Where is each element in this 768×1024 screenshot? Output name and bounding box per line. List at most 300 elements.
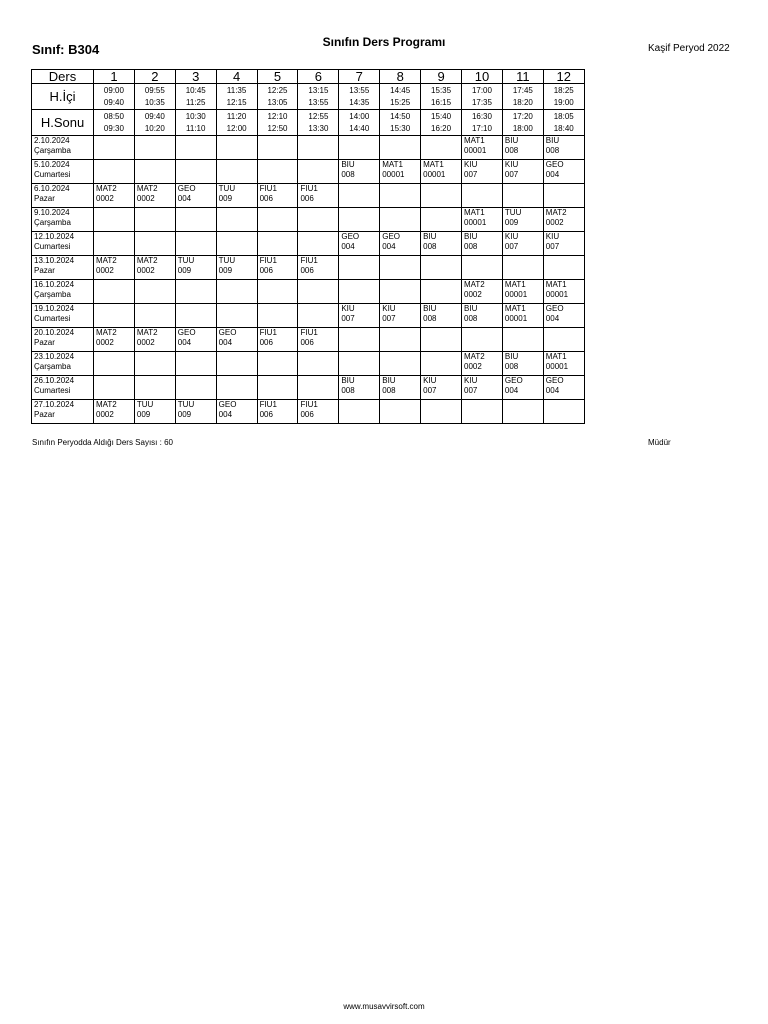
course-code <box>137 352 175 362</box>
teacher-code <box>423 266 461 276</box>
teacher-code: 006 <box>259 194 273 203</box>
teacher-code <box>178 362 216 372</box>
course-code <box>505 400 543 410</box>
course-code: MAT2 <box>464 352 485 361</box>
course-code <box>382 328 420 338</box>
teacher-code <box>137 218 175 228</box>
period-number: 5 <box>257 70 298 84</box>
course-code: GEO <box>218 328 237 337</box>
teacher-code <box>300 362 338 372</box>
teacher-code: 00001 <box>464 146 487 155</box>
start-time: 17:45 <box>512 85 533 95</box>
date: 13.10.2024 <box>34 256 75 265</box>
course-code <box>96 232 134 242</box>
course-code <box>260 160 298 170</box>
teacher-code: 0002 <box>96 266 114 275</box>
day-row <box>32 376 585 400</box>
teacher-code: 007 <box>382 314 396 323</box>
lesson-cell <box>502 184 543 208</box>
teacher-code <box>137 290 175 300</box>
period-number: 7 <box>339 70 380 84</box>
day-row <box>32 208 585 232</box>
date: 9.10.2024 <box>34 208 70 217</box>
teacher-code <box>464 194 502 204</box>
course-code <box>546 328 584 338</box>
course-code: TUU <box>504 208 522 217</box>
course-code <box>464 184 502 194</box>
course-code <box>178 280 216 290</box>
teacher-code <box>260 290 298 300</box>
course-code <box>341 136 379 146</box>
lesson-cell <box>257 376 298 400</box>
lesson-cell <box>339 160 380 184</box>
course-code <box>546 184 584 194</box>
lesson-cell <box>216 160 257 184</box>
teacher-code <box>382 266 420 276</box>
start-time: 17:20 <box>512 111 533 121</box>
lesson-cell <box>380 256 421 280</box>
teacher-code <box>464 266 502 276</box>
lesson-cell <box>380 232 421 256</box>
lesson-cell <box>175 280 216 304</box>
weekend-time-cell <box>175 110 216 136</box>
course-code: GEO <box>545 376 564 385</box>
teacher-code <box>423 338 461 348</box>
teacher-code <box>137 242 175 252</box>
teacher-code <box>219 362 257 372</box>
lesson-cell <box>94 400 135 424</box>
lesson-cell <box>339 208 380 232</box>
teacher-code <box>96 170 134 180</box>
lesson-cell <box>298 400 339 424</box>
day-cell <box>32 400 94 424</box>
lesson-cell <box>257 184 298 208</box>
teacher-code <box>423 410 461 420</box>
lesson-cell <box>94 256 135 280</box>
weekday-name: Cumartesi <box>34 170 71 179</box>
date: 5.10.2024 <box>34 160 70 169</box>
teacher-code <box>546 410 584 420</box>
day-cell <box>32 184 94 208</box>
lesson-cell <box>175 232 216 256</box>
teacher-code <box>137 146 175 156</box>
course-code <box>423 208 461 218</box>
teacher-code: 008 <box>504 146 519 155</box>
weekday-name: Çarşamba <box>34 146 71 155</box>
lesson-cell <box>502 256 543 280</box>
course-code <box>300 280 338 290</box>
start-time: 09:00 <box>103 85 124 95</box>
lesson-cell <box>339 232 380 256</box>
principal-label: Müdür <box>648 438 671 447</box>
lesson-cell <box>421 256 462 280</box>
lesson-cell <box>257 304 298 328</box>
lesson-cell <box>94 160 135 184</box>
lesson-cell <box>502 352 543 376</box>
course-code: BIU <box>423 304 437 313</box>
teacher-code <box>219 242 257 252</box>
course-code: GEO <box>341 232 360 241</box>
course-code: BIU <box>464 232 478 241</box>
teacher-code <box>300 218 338 228</box>
teacher-code <box>341 146 379 156</box>
teacher-code: 007 <box>423 386 437 395</box>
period-number: 10 <box>462 70 503 84</box>
period-number: 9 <box>421 70 462 84</box>
lesson-cell <box>502 328 543 352</box>
day-cell <box>32 136 94 160</box>
day-cell <box>32 376 94 400</box>
lesson-cell <box>543 208 584 232</box>
course-code <box>341 400 379 410</box>
weekday-name: Cumartesi <box>34 242 71 251</box>
lesson-cell <box>134 160 175 184</box>
course-code <box>260 232 298 242</box>
course-code: FIU1 <box>300 184 318 193</box>
lesson-cell <box>94 184 135 208</box>
teacher-code <box>382 290 420 300</box>
course-code <box>382 136 420 146</box>
weekday-label: H.İçi <box>32 84 94 110</box>
course-code <box>137 232 175 242</box>
teacher-code <box>546 266 584 276</box>
course-code <box>341 184 379 194</box>
teacher-code <box>178 290 216 300</box>
start-time: 09:40 <box>144 111 165 121</box>
lesson-cell <box>339 280 380 304</box>
lesson-cell <box>421 304 462 328</box>
teacher-code: 006 <box>300 338 314 347</box>
weekday-time-cell <box>257 84 298 110</box>
teacher-code: 0002 <box>96 410 114 419</box>
schedule-table <box>31 69 585 424</box>
lesson-cell <box>502 160 543 184</box>
weekday-name: Pazar <box>34 338 55 347</box>
end-time: 11:10 <box>186 123 206 133</box>
period-label: Kaşif Peryod 2022 <box>648 43 730 54</box>
course-code: MAT2 <box>96 400 117 409</box>
course-code <box>96 352 134 362</box>
course-code <box>260 352 298 362</box>
lesson-cell <box>298 280 339 304</box>
lesson-cell <box>134 232 175 256</box>
teacher-code: 007 <box>545 242 560 251</box>
course-code <box>137 304 175 314</box>
teacher-code <box>423 146 461 156</box>
teacher-code <box>546 194 584 204</box>
day-row <box>32 280 585 304</box>
lesson-cell <box>502 280 543 304</box>
teacher-code: 008 <box>545 146 560 155</box>
period-number: 3 <box>175 70 216 84</box>
course-code <box>96 280 134 290</box>
weekday-time-cell <box>502 84 543 110</box>
lesson-cell <box>502 304 543 328</box>
lesson-cell <box>421 400 462 424</box>
lesson-cell <box>543 160 584 184</box>
website-link[interactable]: www.musavvirsoft.com <box>343 1002 425 1011</box>
course-code <box>464 256 502 266</box>
weekday-time-cell <box>543 84 584 110</box>
course-code <box>260 304 298 314</box>
class-label: Sınıf: B304 <box>32 42 100 57</box>
course-code <box>178 160 216 170</box>
lesson-cell <box>380 184 421 208</box>
lesson-cell <box>543 376 584 400</box>
lesson-cell <box>380 352 421 376</box>
course-code: TUU <box>177 400 195 409</box>
course-code: FIU1 <box>259 328 277 337</box>
course-code <box>178 232 216 242</box>
teacher-code: 008 <box>423 314 437 323</box>
teacher-code <box>96 218 134 228</box>
start-time: 18:05 <box>553 111 574 121</box>
course-code: MAT1 <box>504 280 526 289</box>
teacher-code: 007 <box>504 242 519 251</box>
end-time: 14:40 <box>349 123 370 133</box>
teacher-code: 009 <box>218 194 233 203</box>
course-code: MAT1 <box>464 136 485 145</box>
teacher-code <box>423 218 461 228</box>
course-code: MAT2 <box>136 328 158 337</box>
teacher-code <box>260 218 298 228</box>
lesson-count: Sınıfın Peryodda Aldığı Ders Sayısı : 60 <box>32 438 173 447</box>
teacher-code: 007 <box>341 314 355 323</box>
course-code: KIU <box>423 376 437 385</box>
lesson-cell <box>298 232 339 256</box>
lesson-cell <box>298 208 339 232</box>
lesson-cell <box>462 328 503 352</box>
lesson-cell <box>339 256 380 280</box>
course-code: MAT1 <box>464 208 485 217</box>
teacher-code <box>137 386 175 396</box>
lesson-cell <box>502 232 543 256</box>
teacher-code <box>178 314 216 324</box>
course-code: GEO <box>504 376 523 385</box>
lesson-cell <box>94 136 135 160</box>
lesson-cell <box>298 136 339 160</box>
teacher-code <box>341 218 379 228</box>
course-code: TUU <box>177 256 195 265</box>
lesson-cell <box>339 400 380 424</box>
teacher-code <box>260 146 298 156</box>
weekday-time-cell <box>421 84 462 110</box>
end-time: 13:05 <box>267 97 288 107</box>
teacher-code <box>341 362 379 372</box>
lesson-cell <box>462 280 503 304</box>
lesson-cell <box>257 232 298 256</box>
course-code: MAT2 <box>96 184 117 193</box>
lesson-cell <box>339 376 380 400</box>
lesson-cell <box>257 280 298 304</box>
lesson-cell <box>94 376 135 400</box>
course-code <box>137 136 175 146</box>
teacher-code: 008 <box>504 362 519 371</box>
course-code <box>341 328 379 338</box>
teacher-code <box>96 386 134 396</box>
lesson-cell <box>462 184 503 208</box>
start-time: 13:55 <box>349 85 370 95</box>
teacher-code: 009 <box>177 266 192 275</box>
teacher-code: 00001 <box>504 314 528 323</box>
end-time: 09:40 <box>103 97 124 107</box>
start-time: 12:25 <box>267 85 288 95</box>
teacher-code <box>382 410 420 420</box>
course-code <box>260 208 298 218</box>
course-code: GEO <box>545 304 564 313</box>
teacher-code: 00001 <box>504 290 528 299</box>
teacher-code <box>219 290 257 300</box>
teacher-code <box>505 410 543 420</box>
start-time: 18:25 <box>553 85 574 95</box>
course-code: BIU <box>382 376 396 385</box>
teacher-code: 00001 <box>464 218 487 227</box>
teacher-code: 0002 <box>136 266 155 275</box>
teacher-code <box>219 386 257 396</box>
course-code: BIU <box>504 352 519 361</box>
weekday-time-cell <box>175 84 216 110</box>
course-code: KIU <box>382 304 396 313</box>
end-time: 18:40 <box>553 123 574 133</box>
lesson-cell <box>216 328 257 352</box>
course-code <box>219 208 257 218</box>
lesson-cell <box>175 256 216 280</box>
lesson-cell <box>134 376 175 400</box>
period-number: 1 <box>94 70 135 84</box>
course-code <box>300 352 338 362</box>
teacher-code <box>423 194 461 204</box>
weekday-time-cell <box>462 84 503 110</box>
lesson-cell <box>134 184 175 208</box>
end-time: 12:00 <box>226 123 247 133</box>
course-code: KIU <box>464 160 478 169</box>
course-code: KIU <box>504 160 519 169</box>
teacher-code: 008 <box>341 386 355 395</box>
weekend-label: H.Sonu <box>32 110 94 136</box>
teacher-code: 004 <box>218 338 233 347</box>
lesson-cell <box>339 352 380 376</box>
teacher-code <box>423 290 461 300</box>
teacher-code <box>137 314 175 324</box>
lesson-cell <box>257 256 298 280</box>
course-code <box>382 400 420 410</box>
lesson-cell <box>380 328 421 352</box>
lesson-cell <box>175 376 216 400</box>
lesson-cell <box>298 304 339 328</box>
lesson-cell <box>421 232 462 256</box>
teacher-code: 008 <box>423 242 437 251</box>
lesson-cell <box>380 208 421 232</box>
lesson-cell <box>257 160 298 184</box>
end-time: 09:30 <box>103 123 124 133</box>
lesson-cell <box>134 352 175 376</box>
course-code <box>219 304 257 314</box>
lesson-cell <box>175 352 216 376</box>
course-code <box>341 256 379 266</box>
course-code <box>300 232 338 242</box>
end-time: 12:50 <box>267 123 288 133</box>
teacher-code <box>382 146 420 156</box>
lesson-cell <box>421 376 462 400</box>
lesson-cell <box>502 376 543 400</box>
course-code: FIU1 <box>259 400 277 409</box>
teacher-code <box>96 290 134 300</box>
teacher-code <box>300 242 338 252</box>
date: 27.10.2024 <box>34 400 75 409</box>
course-code <box>137 160 175 170</box>
teacher-code <box>219 146 257 156</box>
weekday-time-cell <box>298 84 339 110</box>
course-code <box>137 208 175 218</box>
course-code <box>260 136 298 146</box>
course-code <box>423 184 461 194</box>
course-code <box>96 136 134 146</box>
day-row <box>32 304 585 328</box>
course-code: KIU <box>545 232 560 241</box>
teacher-code: 00001 <box>545 362 569 371</box>
start-time: 17:00 <box>471 85 492 95</box>
course-code <box>464 400 502 410</box>
teacher-code <box>505 338 543 348</box>
lesson-cell <box>134 136 175 160</box>
lesson-cell <box>462 208 503 232</box>
teacher-code: 009 <box>504 218 519 227</box>
teacher-code <box>505 266 543 276</box>
lesson-cell <box>134 304 175 328</box>
weekday-name: Pazar <box>34 194 55 203</box>
lesson-cell <box>421 352 462 376</box>
lesson-cell <box>502 400 543 424</box>
lesson-cell <box>216 400 257 424</box>
lesson-cell <box>543 352 584 376</box>
teacher-code <box>300 314 338 324</box>
lesson-cell <box>543 256 584 280</box>
start-time: 11:35 <box>226 85 247 95</box>
course-code: MAT2 <box>96 328 117 337</box>
period-number: 4 <box>216 70 257 84</box>
teacher-code <box>341 194 379 204</box>
course-code: KIU <box>341 304 355 313</box>
course-code: MAT1 <box>545 352 567 361</box>
teacher-code <box>219 314 257 324</box>
course-code: TUU <box>218 184 236 193</box>
course-code: BIU <box>341 376 355 385</box>
lesson-cell <box>462 352 503 376</box>
course-code <box>219 280 257 290</box>
teacher-code: 006 <box>300 194 314 203</box>
course-code <box>505 256 543 266</box>
course-code <box>137 376 175 386</box>
lesson-cell <box>94 232 135 256</box>
lesson-cell <box>543 400 584 424</box>
date: 6.10.2024 <box>34 184 70 193</box>
course-code <box>546 400 584 410</box>
lesson-cell <box>94 208 135 232</box>
teacher-code <box>341 266 379 276</box>
teacher-code <box>464 410 502 420</box>
lesson-cell <box>94 352 135 376</box>
course-code <box>300 136 338 146</box>
course-code <box>546 256 584 266</box>
day-cell <box>32 328 94 352</box>
course-code: MAT2 <box>96 256 117 265</box>
weekend-time-cell <box>380 110 421 136</box>
teacher-code <box>219 170 257 180</box>
course-code: BIU <box>423 232 437 241</box>
weekend-time-cell <box>421 110 462 136</box>
course-code <box>300 376 338 386</box>
course-code <box>178 208 216 218</box>
